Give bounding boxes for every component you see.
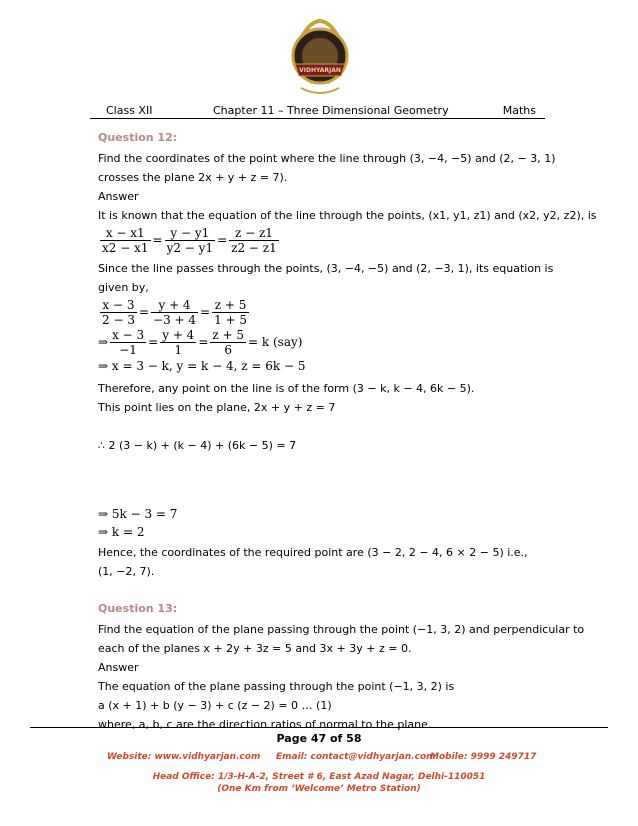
question-12-title: Question 12:	[98, 131, 178, 144]
frac-num: z + 5	[212, 298, 249, 313]
q12-answer-label: Answer	[98, 190, 139, 203]
footer-website[interactable]: Website: www.vidhyarjan.com	[107, 752, 261, 762]
q12-formula-1: $\frac{x - x1}{x2 - x1}$ = $\frac{y - y1}{y2 - y1}$ = $\frac{z - z1}{z2 - z1}$	[102, 225, 277, 255]
header-chapter: Chapter 11 – Three Dimensional Geometry	[213, 104, 449, 117]
header-class: Class XII	[106, 104, 153, 117]
frac-den: 1	[174, 342, 183, 357]
frac-den: −1	[119, 342, 137, 357]
q13-text-3: The equation of the plane passing through the point (−1, 3, 2) is	[98, 680, 455, 693]
frac-den: z2 − z1	[231, 240, 277, 255]
header-divider	[90, 118, 545, 119]
frac-den: 6	[224, 342, 233, 357]
frac-den: 2 − 3	[102, 312, 135, 327]
q12-text-8: ∴ 2 (3 − k) + (k − 4) + (6k − 5) = 7	[98, 439, 297, 452]
q12-formula-2: $\frac{x - 3}{2 - 3}$ = $\frac{y + 4}{-3 + 4}$ = $\frac{z + 5}{1 + 5}$	[102, 297, 248, 327]
q13-text-4: a (x + 1) + b (y − 3) + c (z − 2) = 0 … (1)	[98, 699, 332, 712]
q13-text-2: each of the planes x + 2y + 3z = 5 and 3x + 3y + z = 0.	[98, 642, 412, 655]
footer-mobile: Mobile: 9999 249717	[430, 752, 537, 762]
q13-text-1: Find the equation of the plane passing through the point (−1, 3, 2) and perpendicular to	[98, 623, 585, 636]
frac-num: y − y1	[165, 226, 216, 241]
frac-den: −3 + 4	[153, 312, 197, 327]
q12-formula-4: ⇒ x = 3 − k, y = k − 4, z = 6k − 5	[98, 359, 306, 373]
frac-num: z + 5	[212, 327, 245, 342]
frac-num: x − 3	[100, 298, 137, 313]
q12-step-2: ⇒ k = 2	[98, 525, 145, 539]
frac-num: y + 4	[151, 298, 198, 313]
page-content	[98, 128, 597, 734]
header-subject: Maths	[502, 104, 536, 117]
frac-num: x − 3	[112, 327, 145, 342]
vidhyarjan-logo	[287, 6, 353, 106]
frac-den: x2 − x1	[102, 240, 149, 255]
footer-office-landmark: (One Km from ‘Welcome’ Metro Station)	[217, 784, 421, 794]
q12-text-1: Find the coordinates of the point where the line through (3, −4, −5) and (2, − 3, 1)	[98, 152, 556, 165]
question-13-title: Question 13:	[98, 602, 178, 615]
q12-formula-3: ⇒ $\frac{x - 3}{-1}$ = $\frac{y + 4}{1}$ = $\frac{z + 5}{6}$ = k (say)	[98, 327, 303, 357]
frac-num: z − z1	[229, 226, 279, 241]
formula-k-say: = k (say)	[248, 334, 303, 349]
q12-text-7: This point lies on the plane, 2x + y + z = 7	[98, 401, 336, 414]
q12-text-2: crosses the plane 2x + y + z = 7).	[98, 171, 288, 184]
q13-answer-label: Answer	[98, 661, 139, 674]
q12-text-4: Since the line passes through the points, (3, −4, −5) and (2, −3, 1), its equation is	[98, 262, 554, 275]
frac-den: y2 − y1	[166, 240, 214, 255]
footer-email[interactable]: Email: contact@vidhyarjan.com	[276, 752, 436, 762]
logo-text: VIDHYARJAN	[299, 67, 341, 74]
q12-text-9: Hence, the coordinates of the required point are (3 − 2, 2 − 4, 6 × 2 − 5) i.e.,	[98, 546, 528, 559]
q13-text-5: where, a, b, c are the direction ratios of normal to the plane.	[98, 718, 432, 731]
footer-office-address: Head Office: 1/3-H-A-2, Street # 6, East Azad Nagar, Delhi-110051	[152, 772, 486, 782]
footer-office	[0, 771, 638, 795]
logo-subtext: Institute	[309, 80, 331, 86]
frac-num: x − x1	[100, 226, 151, 241]
q12-text-6: Therefore, any point on the line is of the form (3 − k, k − 4, 6k − 5).	[98, 382, 475, 395]
frac-num: y + 4	[162, 327, 195, 342]
q12-text-3: It is known that the equation of the line through the points, (x1, y1, z1) and (x2, y2, z2), is	[98, 209, 597, 222]
frac-den: 1 + 5	[214, 312, 248, 327]
q12-text-5: given by,	[98, 281, 149, 294]
q12-text-10: (1, −2, 7).	[98, 565, 155, 578]
page-number: Page 47 of 58	[276, 732, 362, 745]
footer-divider	[30, 727, 608, 728]
q12-step-1: ⇒ 5k − 3 = 7	[98, 507, 178, 521]
